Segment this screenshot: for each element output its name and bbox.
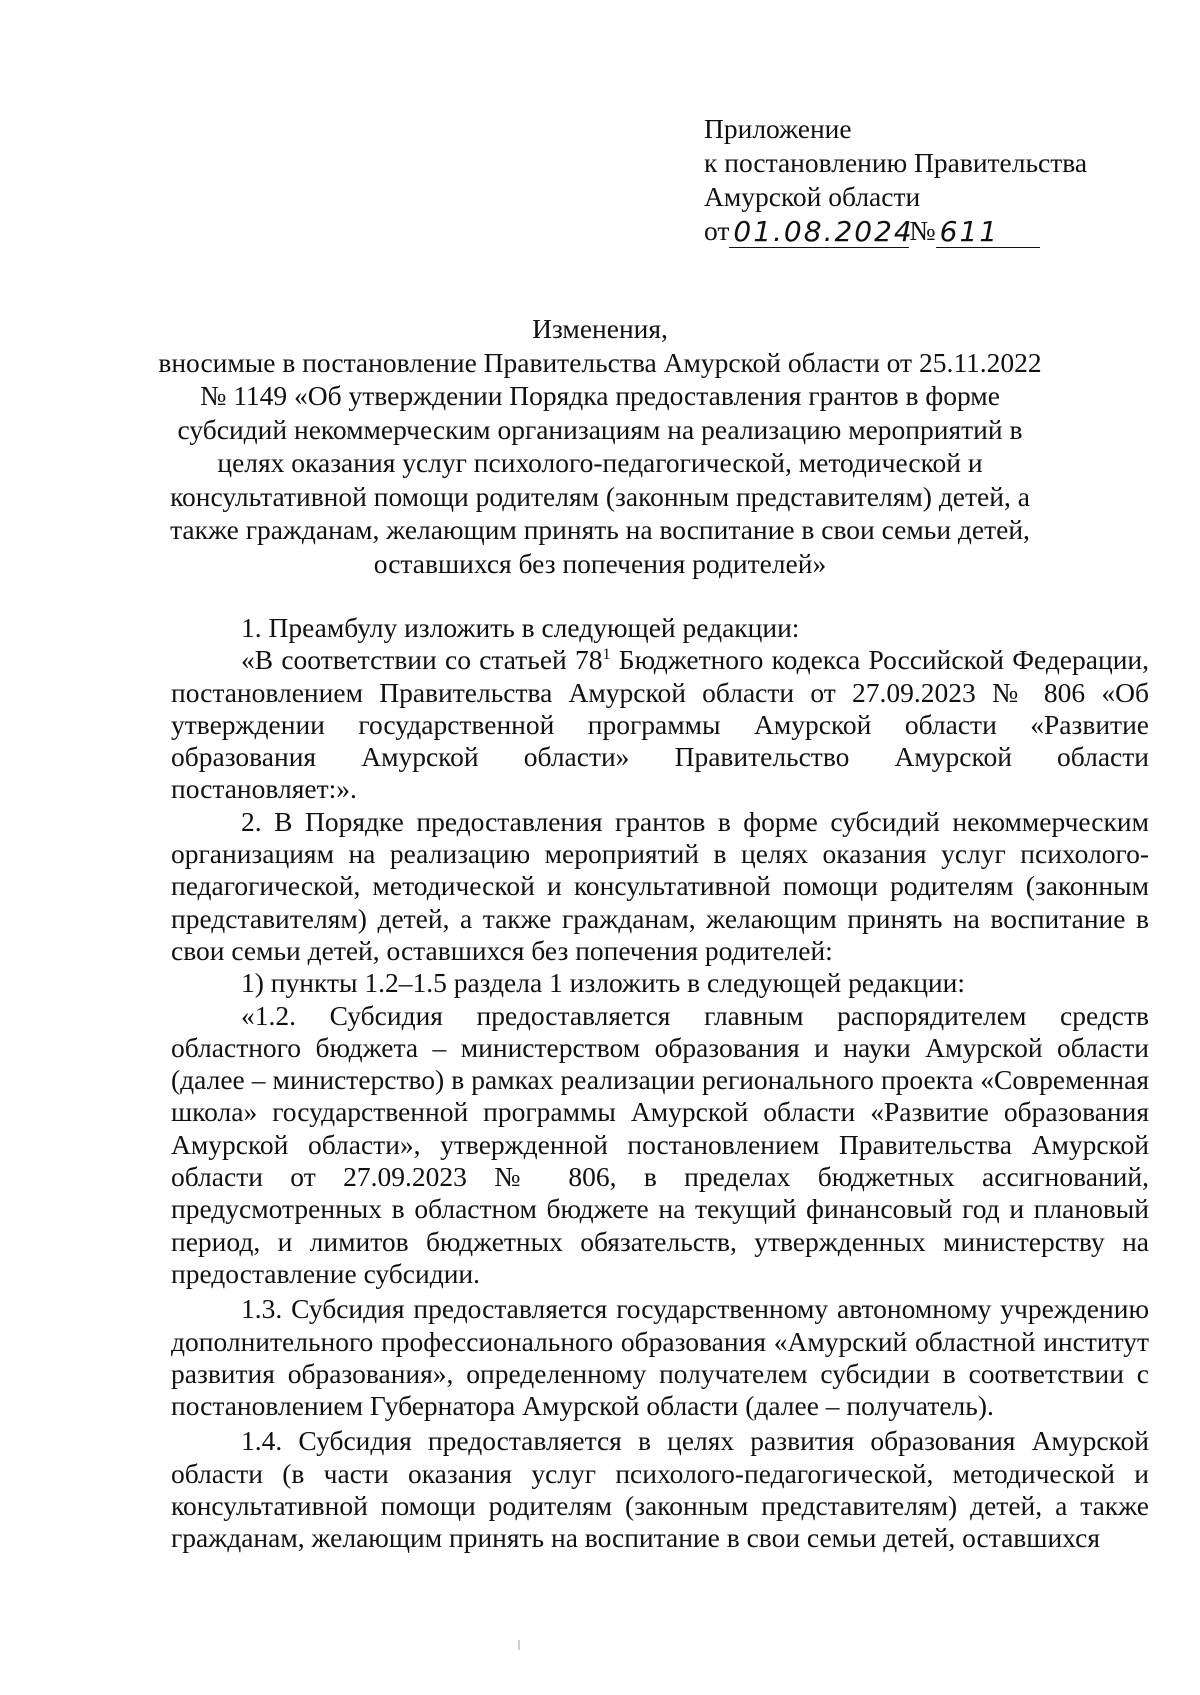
handwritten-number: 611 <box>936 217 1040 248</box>
document-title-block <box>150 312 1050 580</box>
paragraph-1: 1. Преамбулу изложить в следующей редакции: <box>241 612 800 643</box>
document-body <box>171 612 1149 1555</box>
paragraph-7: 1.4. Субсидия предоставляется в целях развития образования Амурской области (в части оказания услуг психолого-педагогической, методической и консультативной помощи родителям (законным представителям) детей, а также гражданам, желающим принять на воспитание в свои семьи детей, оставшихся <box>171 1425 1149 1554</box>
article-superscript: 1 <box>602 646 611 664</box>
appendix-line-1: Приложение <box>704 113 852 144</box>
paragraph-5: «1.2. Субсидия предоставляется главным распорядителем средств областного бюджета – министерством образования и науки Амурской области (далее – министерство) в рамках реализации регионального проекта «Современная школа» государственной программы Амурской области «Развитие образования Амурской области», утвержденной постановлением Правительства Амурской области от 27.09.2023 № 806, в пределах бюджетных ассигнований, предусмотренных в областном бюджете на текущий финансовый год и плановый период, и лимитов бюджетных обязательств, утвержденных министерству на предоставление субсидии. <box>171 999 1149 1289</box>
appendix-block <box>704 112 1124 248</box>
document-heading: Изменения, <box>532 313 668 344</box>
scan-artifact <box>518 1640 520 1650</box>
from-prefix: от <box>704 215 730 246</box>
paragraph-4: 1) пункты 1.2–1.5 раздела 1 изложить в следующей редакции: <box>241 967 966 999</box>
appendix-line-2: к постановлению Правительства <box>704 147 1088 178</box>
paragraph-2-end: Бюджетного кодекса Российской Федерации, постановлением Правительства Амурской области от 27.09.2023 № 806 «Об утверждении государственной программы Амурской области «Развитие образования Амурской области» Правительство Амурской области постановляет:». <box>171 644 1149 805</box>
paragraph-6: 1.3. Субсидия предоставляется государственному автономному учреждению дополнительного профессионального образования «Амурский областной институт развития образования», определенному получателем субсидии в соответствии с постановлением Губернатора Амурской области (далее – получатель). <box>171 1293 1149 1422</box>
paragraph-2-start: «В соответствии со статьей 78 <box>241 644 603 676</box>
paragraph-2 <box>171 644 1149 805</box>
number-sign: № <box>909 215 936 246</box>
document-subtitle: вносимые в постановление Правительства Амурской области от 25.11.2022 № 1149 «Об утверждении Порядка предоставления грантов в форме субсидий некоммерческим организациям на реализацию мероприятий в целях оказания услуг психолого-педагогической, методической и консультативной помощи родителям (законным представителям) детей, а также гражданам, желающим принять на воспитание в свои семьи детей, оставшихся без попечения родителей» <box>158 346 1042 579</box>
paragraph-3: 2. В Порядке предоставления грантов в форме субсидий некоммерческим организациям на реализацию мероприятий в целях оказания услуг психолого-педагогической, методической и консультативной помощи родителям (законным представителям) детей, а также гражданам, желающим принять на воспитание в свои семьи детей, оставшихся без попечения родителей: <box>171 805 1149 966</box>
appendix-line-3: Амурской области <box>704 181 921 212</box>
appendix-date-number-line <box>704 214 1124 248</box>
handwritten-date: 01.08.2024 <box>729 217 909 248</box>
